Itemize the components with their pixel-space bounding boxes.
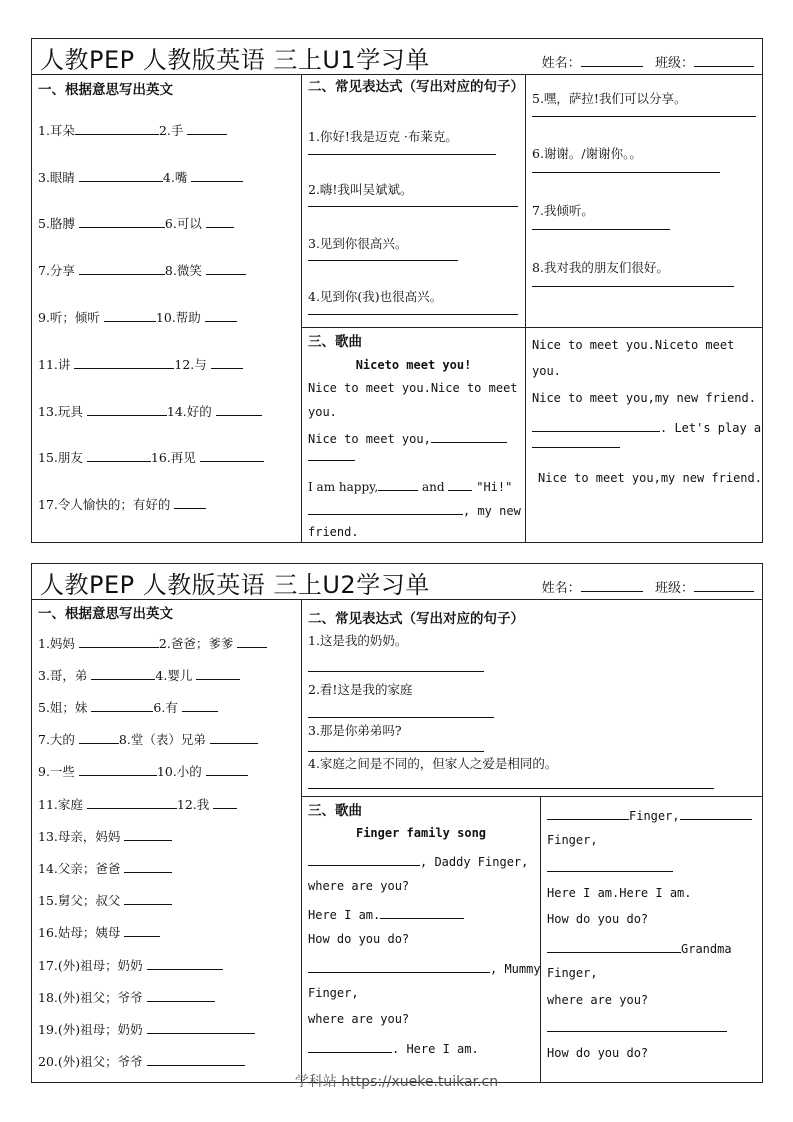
vocab-item: 7.分享 [38,263,75,278]
vocab-item: 16.再见 [150,450,196,465]
name-class-fields [542,577,754,596]
worksheet-title: 人教PEP 人教版英语 三上U2学习单 [40,571,430,599]
song-blank[interactable] [431,429,507,443]
song-blank[interactable] [532,418,660,432]
vocab-item: 8.微笑 [164,263,202,278]
vocab-item: 9.一些 [38,764,75,779]
vocab-item: 9.听；倾听 [38,310,100,325]
expressions-section [302,599,763,796]
song-line: , my new [463,504,521,518]
section-heading: 一、根据意思写出英文 [38,82,173,98]
expression-prompt: 7.我倾听。 [532,203,594,218]
answer-line[interactable] [532,116,756,117]
song-line: "Hi!" [476,480,513,494]
name-blank[interactable] [581,578,643,592]
answer-line[interactable] [308,671,484,672]
answer-line[interactable] [532,286,734,287]
answer-line[interactable] [308,751,484,752]
song-title: Niceto meet you! [355,358,472,372]
vocab-item: 1.耳朵 [38,123,75,138]
song-line: How do you do? [547,912,649,926]
section-heading: 二、常见表达式（写出对应的句子） [308,79,524,95]
name-label: 姓名： [541,56,581,71]
song-line: Finger, [547,966,598,980]
vocab-section [32,74,301,543]
song-blank[interactable] [532,447,620,448]
song-line: friend. [308,525,359,539]
vocab-item: 17.令人愉快的；有好的 [38,497,171,512]
vocab-item: 13.玩具 [38,404,83,419]
song-section [302,797,540,1083]
song-line: you. [308,405,337,419]
vocab-item: 4.婴儿 [155,668,193,683]
vocab-item: 6.可以 [164,216,202,231]
song-line: Finger, [308,986,359,1000]
vocab-item: 7.大的 [38,732,75,747]
name-class-fields [542,52,754,71]
vocab-item: 14.父亲；爸爸 [38,861,121,876]
answer-line[interactable] [308,206,518,207]
vocab-item: 2.爸爸；爹爹 [158,636,234,651]
vocab-item: 5.姐；妹 [38,700,88,715]
answer-line[interactable] [308,314,518,315]
vocab-item: 10.小的 [156,764,202,779]
vocab-item: 20.(外)祖父；爷爷 [38,1054,143,1069]
vocab-item: 19.(外)祖母；奶奶 [38,1022,143,1037]
vocab-item: 1.妈妈 [38,636,75,651]
song-blank[interactable] [308,501,463,515]
song-section-continued [526,328,763,543]
song-line: where are you? [547,993,649,1007]
expression-prompt: 2.嗨!我叫吴斌斌。 [308,182,413,197]
vocab-item: 18.(外)祖父；爷爷 [38,990,143,1005]
class-label: 班级： [654,56,694,71]
vocab-item: 4.嘴 [162,170,188,185]
song-line: Finger, [547,833,598,847]
worksheet-title: 人教PEP 人教版英语 三上U1学习单 [40,46,430,74]
song-line: How do you do? [547,1046,649,1060]
song-section-continued [541,797,763,1083]
expression-prompt: 5.嘿，萨拉!我们可以分享。 [532,91,687,106]
vocab-item: 5.胳膊 [38,216,75,231]
vocab-item: 3.哥，弟 [38,668,88,683]
expression-prompt: 6.谢谢。/谢谢你。。 [532,146,642,161]
vocab-item: 15.舅父；叔父 [38,893,121,908]
song-blank[interactable] [547,806,629,820]
song-line: Nice to meet you,my new friend. [532,391,756,405]
vocab-item: 12.我 [176,797,210,812]
song-line: Finger, [629,809,680,823]
song-line: Nice to meet you,my new friend. [538,471,762,485]
song-blank[interactable] [308,959,490,973]
song-blank[interactable] [680,806,752,820]
song-section [302,328,525,543]
song-blank[interactable] [448,477,472,491]
song-line: you. [532,364,561,378]
song-blank[interactable] [308,1039,392,1053]
expression-prompt: 4.家庭之间是不同的，但家人之爱是相同的。 [308,756,558,771]
vocab-item: 13.母亲，妈妈 [38,829,121,844]
vocab-item: 16.姑母；姨母 [38,925,121,940]
song-blank[interactable] [378,477,418,491]
expressions-section-continued [526,74,763,327]
song-line: Nice to meet you.Niceto meet [532,338,735,352]
song-line: , Daddy Finger, [420,855,529,869]
song-line: I am happy, [308,480,379,494]
expression-prompt: 1.这是我的奶奶。 [308,633,408,648]
vocab-section [32,599,301,1083]
song-line: Nice to meet you, [308,432,431,446]
section-heading: 三、歌曲 [308,803,362,819]
song-blank[interactable] [308,852,420,866]
vocab-item: 10.帮助 [155,310,201,325]
expression-prompt: 3.那是你弟弟吗? [308,723,402,738]
song-line: Here I am. [308,908,381,922]
expression-prompt: 1.你好!我是迈克 ·布莱克。 [308,129,458,144]
vocab-item: 14.好的 [166,404,212,419]
expression-prompt: 2.看!这是我的家庭 [308,682,413,697]
song-line: . Here I am. [392,1042,479,1056]
expressions-section [302,74,525,327]
vocab-item: 15.朋友 [38,450,83,465]
vocab-item: 11.家庭 [38,797,83,812]
vocab-item: 6.有 [153,700,178,715]
section-heading: 二、常见表达式（写出对应的句子） [308,611,524,627]
vocab-item: 17.(外)祖母；奶奶 [38,958,143,973]
song-line: Here I am.Here I am. [547,886,692,900]
name-blank[interactable] [581,53,643,67]
song-blank[interactable] [547,1031,727,1032]
song-line: where are you? [308,879,410,893]
name-label: 姓名： [541,581,581,596]
title-row [32,39,762,75]
vocab-item: 3.眼睛 [38,170,75,185]
section-heading: 一、根据意思写出英文 [38,606,173,622]
class-label: 班级： [654,581,694,596]
song-line: How do you do? [308,932,410,946]
song-line: where are you? [308,1012,410,1026]
footer-watermark: 学科站 https://xueke.tuikar.cn [294,1074,499,1090]
vocab-item: 8.堂（表）兄弟 [118,732,206,747]
vocab-item: 12.与 [174,357,207,372]
song-line: , Mummy [490,962,541,976]
answer-line[interactable] [308,788,714,789]
answer-line[interactable] [308,154,496,155]
song-blank[interactable] [547,871,673,872]
worksheet-u1 [31,38,763,543]
song-blank[interactable] [547,939,681,953]
song-line: Grandma [681,942,732,956]
song-line: and [421,480,445,494]
vocab-item: 2.手 [158,123,184,138]
song-line: . Let's play a [660,421,762,435]
answer-line[interactable] [308,260,458,261]
title-row [32,564,762,600]
expression-prompt: 4.见到你(我)也很高兴。 [308,289,443,304]
expression-prompt: 3.见到你很高兴。 [308,236,408,251]
vocab-item: 11.讲 [38,357,71,372]
song-blank[interactable] [308,460,355,461]
class-blank[interactable] [694,53,754,67]
worksheet-u2 [31,563,763,1083]
expression-prompt: 8.我对我的朋友们很好。 [532,260,669,275]
song-title: Finger family song [355,826,487,840]
song-blank[interactable] [380,905,464,919]
answer-line[interactable] [532,172,720,173]
song-line: Nice to meet you.Nice to meet [308,381,518,395]
section-heading: 三、歌曲 [308,334,362,350]
class-blank[interactable] [694,578,754,592]
answer-line[interactable] [532,229,670,230]
answer-line[interactable] [308,717,494,718]
